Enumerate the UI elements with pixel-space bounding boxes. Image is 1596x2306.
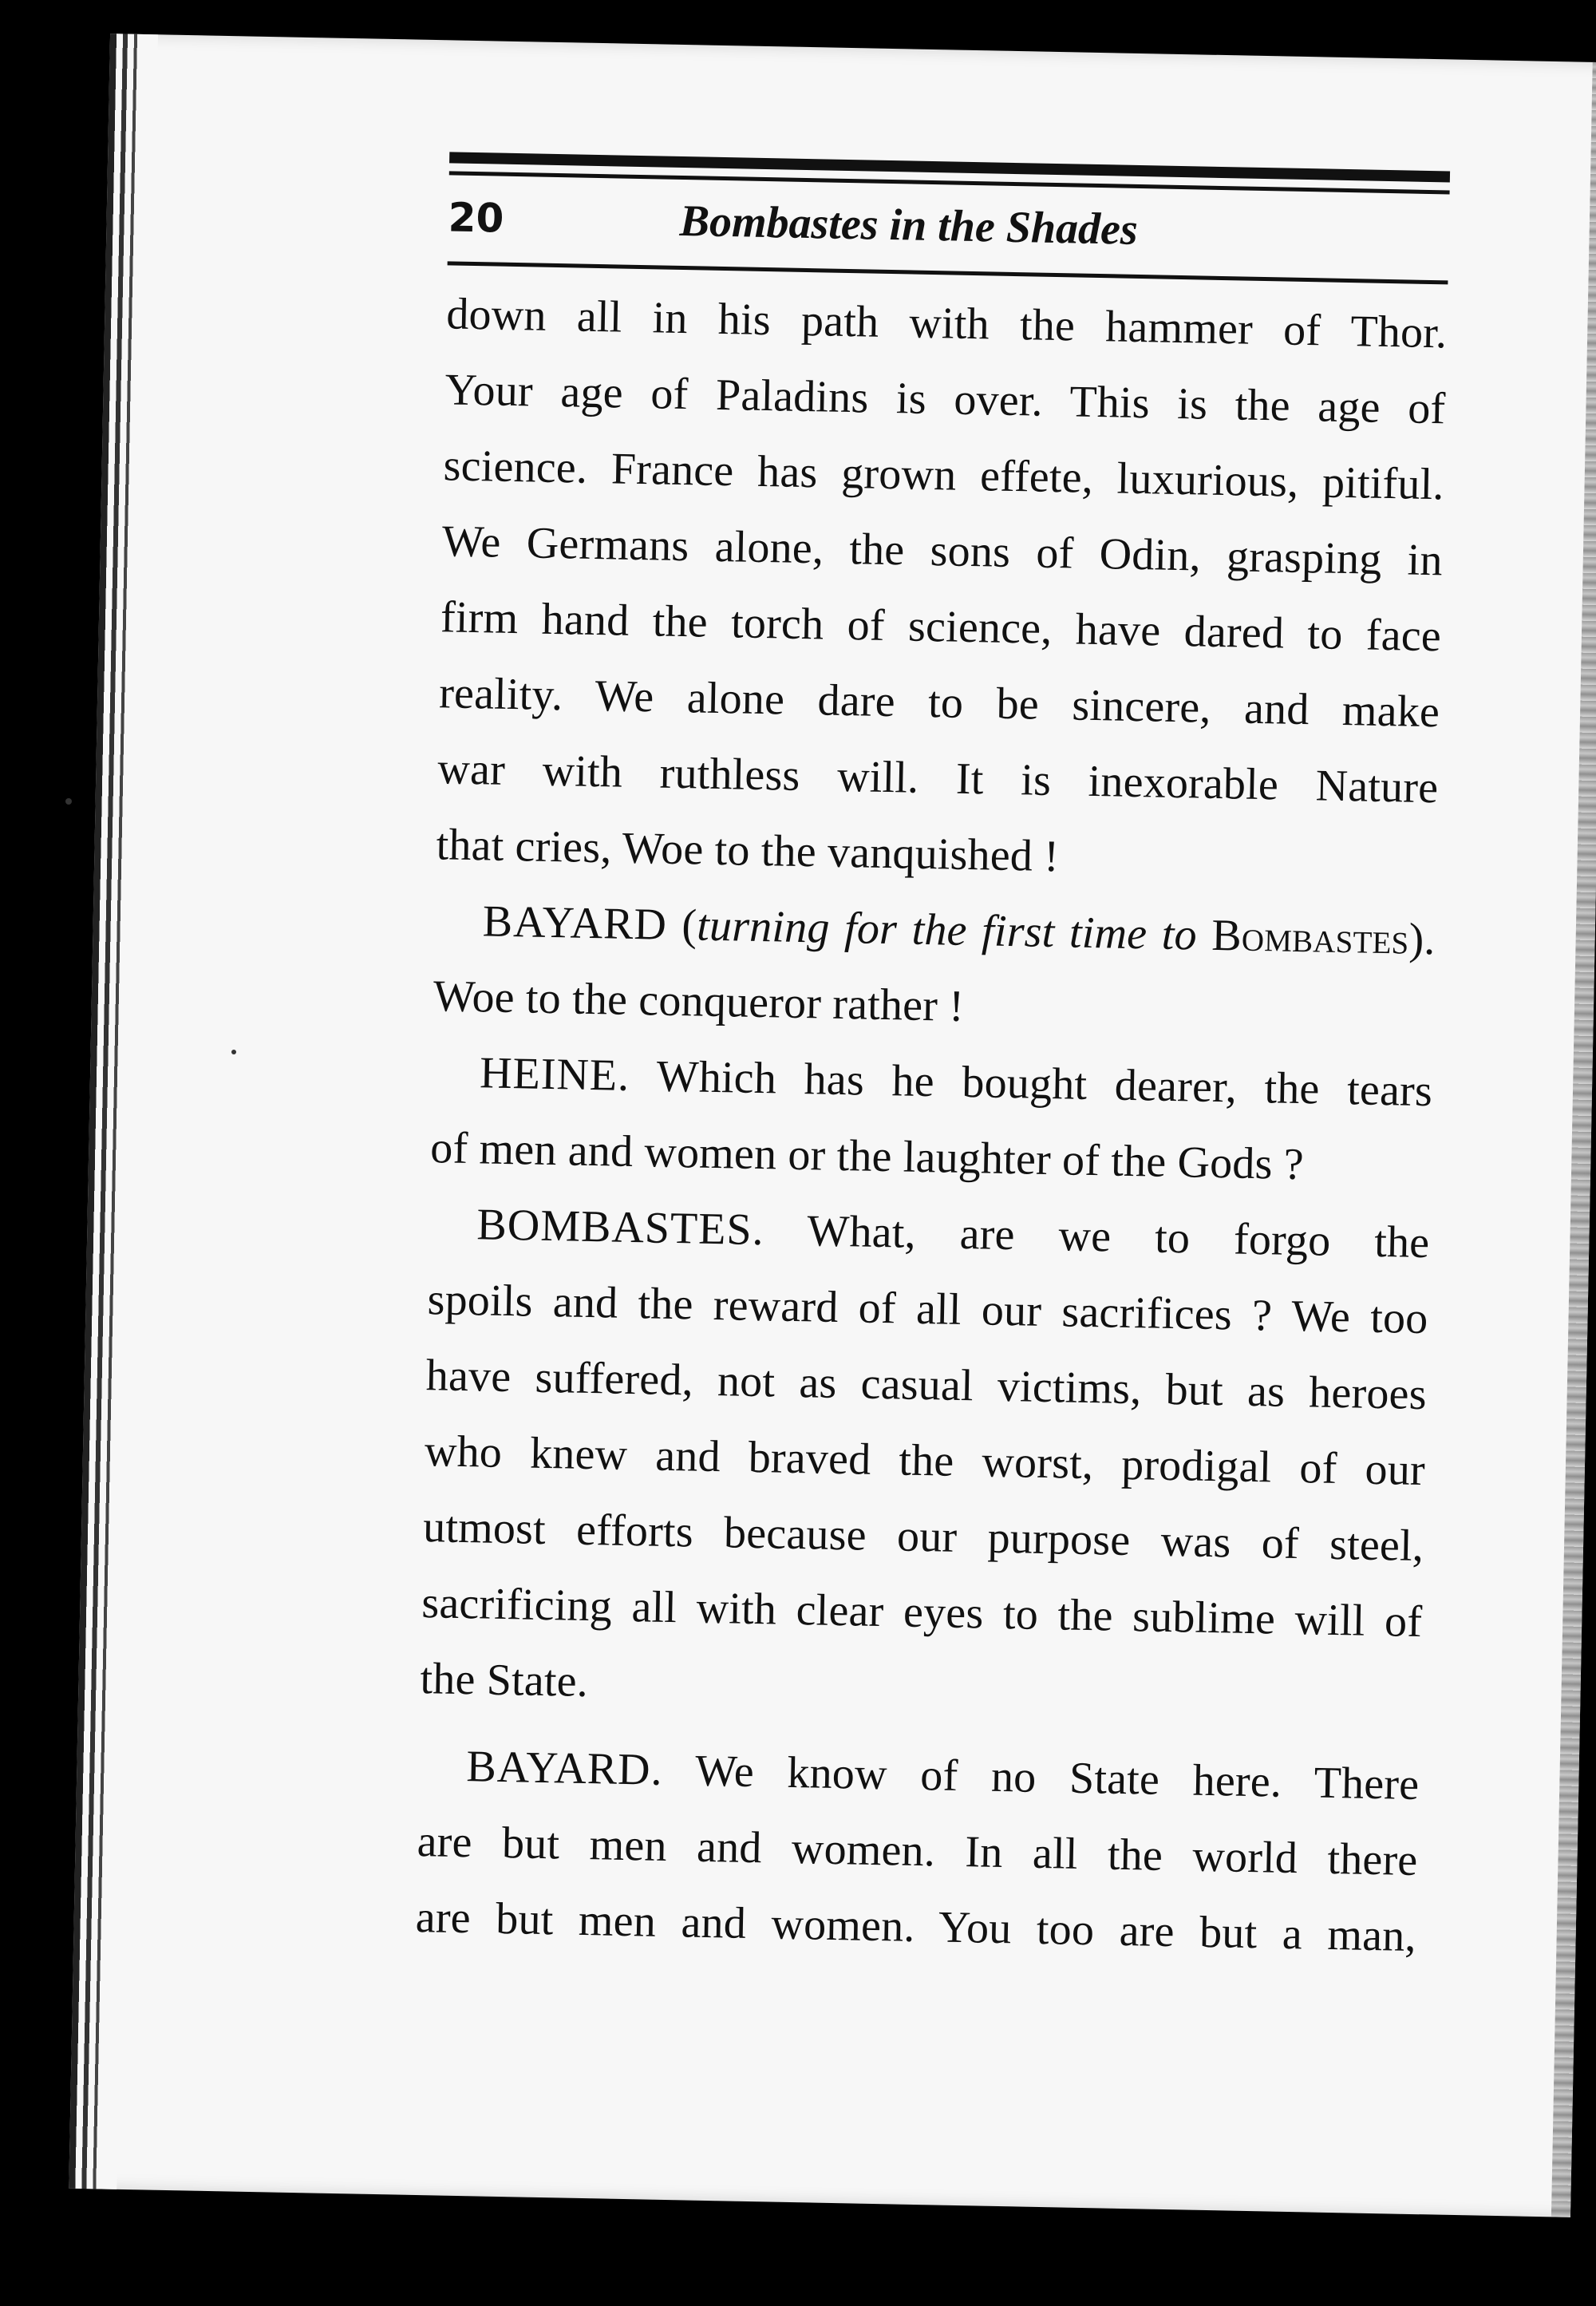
speech-text: Which has he bought dearer, the tears xyxy=(656,1051,1433,1117)
speech-text: What, are we to forgo the xyxy=(806,1206,1430,1268)
speaker-name: BAYARD xyxy=(482,896,668,950)
text-line: that cries, Woe to the vanquished ! xyxy=(436,820,1060,882)
body-text xyxy=(415,276,1448,1975)
page-edge xyxy=(1551,62,1596,2217)
text-line: who knew and braved the worst, prodigal of our xyxy=(424,1426,1426,1496)
text-line: have suffered, not as casual victims, but as heroes xyxy=(425,1351,1428,1420)
text-line: Your age of Paladins is over. This is the age of xyxy=(444,365,1446,434)
page-gutter xyxy=(69,34,158,2189)
text-line: spoils and the reward of all our sacrifices ? We too xyxy=(427,1275,1429,1344)
speech-text: We know of no State here. There xyxy=(694,1746,1420,1810)
dust-speck xyxy=(65,798,72,805)
stage-direction-name: Bombastes xyxy=(1211,910,1410,964)
running-title: Bombastes in the Shades xyxy=(679,196,1139,255)
speaker-name: HEINE. xyxy=(479,1048,630,1101)
dust-speck xyxy=(231,1050,236,1054)
text-line: firm hand the torch of science, have dared to face xyxy=(440,592,1442,662)
text-line: reality. We alone dare to be sincere, and make xyxy=(438,668,1440,738)
speaker-name: BAYARD. xyxy=(465,1742,664,1795)
text-line: are but men and women. You too are but a man, xyxy=(415,1892,1417,1962)
stage-direction: turning for the first time to xyxy=(696,900,1198,960)
text-line: We Germans alone, the sons of Odin, grasping in xyxy=(441,516,1444,586)
text-line: war with ruthless will. It is inexorable Nature xyxy=(437,744,1439,813)
text-line: utmost efforts because our purpose was of steel, xyxy=(422,1502,1424,1572)
text-line: are but men and women. In all the world there xyxy=(417,1816,1419,1886)
text-line: Woe to the conqueror rather ! xyxy=(433,971,965,1031)
text-line: of men and women or the laughter of the Gods ? xyxy=(429,1123,1305,1190)
page-number: 20 xyxy=(448,194,504,242)
page-content xyxy=(415,152,1450,1975)
text-line: down all in his path with the hammer of Thor. xyxy=(445,289,1448,358)
book-page xyxy=(69,34,1596,2217)
text-line: science. France has grown effete, luxurious, pitiful. xyxy=(443,441,1445,510)
running-head xyxy=(448,191,1449,274)
stage-direction-open: ( xyxy=(681,900,697,951)
text-line: sacrificing all with clear eyes to the sublime will of xyxy=(421,1578,1423,1647)
stage-direction-close: ). xyxy=(1408,914,1436,965)
speaker-name: BOMBASTES. xyxy=(476,1200,765,1256)
text-line: the State. xyxy=(420,1654,589,1707)
